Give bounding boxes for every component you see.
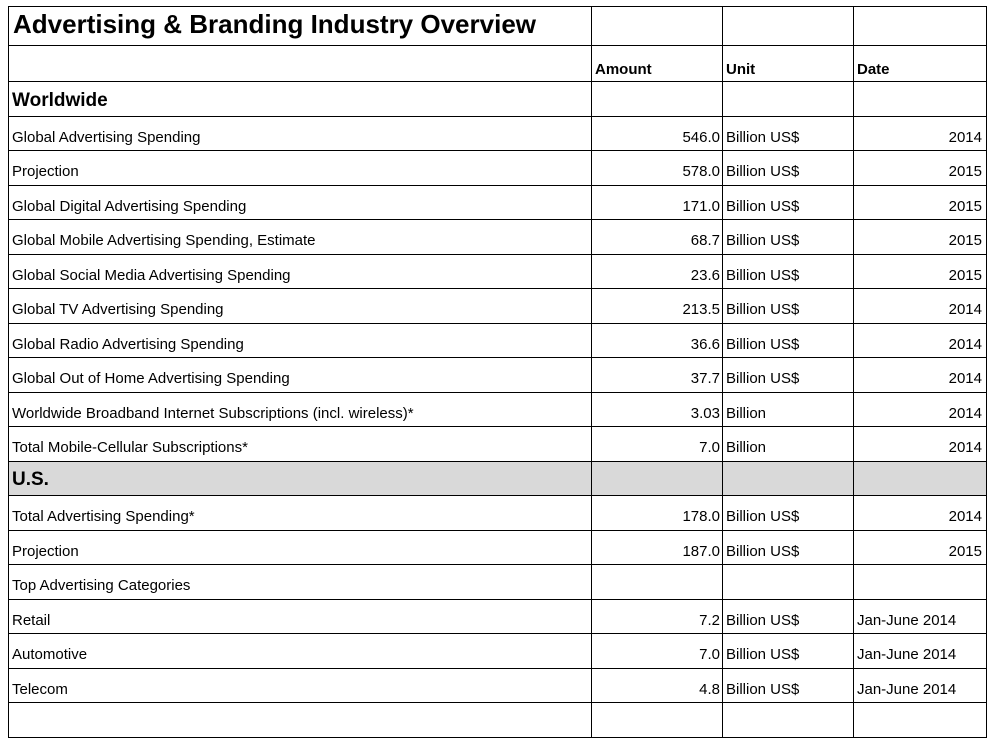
amount-cell: 68.7 [592, 220, 723, 255]
unit-cell: Billion US$ [723, 254, 854, 289]
unit-cell: Billion US$ [723, 220, 854, 255]
table-row [9, 254, 987, 289]
empty-cell [723, 7, 854, 46]
amount-cell: 3.03 [592, 392, 723, 427]
row-label: Total Advertising Spending* [9, 496, 592, 531]
date-header: Date [854, 46, 987, 82]
empty-cell [723, 82, 854, 117]
amount-header: Amount [592, 46, 723, 82]
date-cell: Jan-June 2014 [854, 668, 987, 703]
table-row [9, 151, 987, 186]
date-cell: 2015 [854, 530, 987, 565]
date-cell: 2015 [854, 151, 987, 186]
table-row [9, 668, 987, 703]
categories-header-row [9, 565, 987, 600]
empty-cell [854, 82, 987, 117]
empty-cell [854, 565, 987, 600]
amount-cell: 37.7 [592, 358, 723, 393]
empty-cell [592, 565, 723, 600]
amount-cell: 7.0 [592, 427, 723, 462]
amount-cell: 4.8 [592, 668, 723, 703]
row-label: Global Mobile Advertising Spending, Estimate [9, 220, 592, 255]
unit-cell: Billion US$ [723, 496, 854, 531]
row-label: Global Out of Home Advertising Spending [9, 358, 592, 393]
unit-cell: Billion US$ [723, 323, 854, 358]
row-label: Global TV Advertising Spending [9, 289, 592, 324]
table-row [9, 496, 987, 531]
date-cell: 2014 [854, 427, 987, 462]
empty-cell [592, 461, 723, 496]
table-row [9, 634, 987, 669]
amount-cell: 187.0 [592, 530, 723, 565]
empty-cell [592, 82, 723, 117]
empty-cell [854, 7, 987, 46]
empty-cell [9, 46, 592, 82]
amount-cell: 178.0 [592, 496, 723, 531]
unit-cell: Billion US$ [723, 116, 854, 151]
column-header-row [9, 46, 987, 82]
empty-cell [9, 703, 592, 738]
table-row [9, 358, 987, 393]
amount-cell: 7.2 [592, 599, 723, 634]
date-cell: 2014 [854, 323, 987, 358]
table-row [9, 185, 987, 220]
unit-cell: Billion US$ [723, 289, 854, 324]
row-label: Projection [9, 151, 592, 186]
date-cell: 2015 [854, 220, 987, 255]
row-label: Automotive [9, 634, 592, 669]
page-title: Advertising & Branding Industry Overview [9, 7, 592, 46]
date-cell: Jan-June 2014 [854, 634, 987, 669]
row-label: Global Advertising Spending [9, 116, 592, 151]
section-title-worldwide: Worldwide [9, 82, 592, 117]
amount-cell: 213.5 [592, 289, 723, 324]
amount-cell: 546.0 [592, 116, 723, 151]
row-label: Total Mobile-Cellular Subscriptions* [9, 427, 592, 462]
empty-cell [592, 7, 723, 46]
section-title-us: U.S. [9, 461, 592, 496]
unit-cell: Billion [723, 427, 854, 462]
empty-cell [854, 461, 987, 496]
row-label: Retail [9, 599, 592, 634]
date-cell: Jan-June 2014 [854, 599, 987, 634]
section-row-us [9, 461, 987, 496]
section-row-worldwide [9, 82, 987, 117]
unit-cell: Billion US$ [723, 599, 854, 634]
table-row [9, 392, 987, 427]
table-row [9, 116, 987, 151]
empty-cell [723, 565, 854, 600]
categories-label: Top Advertising Categories [9, 565, 592, 600]
table-row [9, 289, 987, 324]
row-label: Worldwide Broadband Internet Subscriptions (incl. wireless)* [9, 392, 592, 427]
row-label: Global Radio Advertising Spending [9, 323, 592, 358]
table-row [9, 220, 987, 255]
date-cell: 2014 [854, 116, 987, 151]
unit-cell: Billion US$ [723, 530, 854, 565]
unit-cell: Billion [723, 392, 854, 427]
unit-cell: Billion US$ [723, 634, 854, 669]
amount-cell: 7.0 [592, 634, 723, 669]
amount-cell: 578.0 [592, 151, 723, 186]
empty-cell [723, 461, 854, 496]
table-row [9, 427, 987, 462]
unit-cell: Billion US$ [723, 358, 854, 393]
date-cell: 2015 [854, 185, 987, 220]
row-label: Global Digital Advertising Spending [9, 185, 592, 220]
table-row [9, 530, 987, 565]
title-row [9, 7, 987, 46]
category-rows [9, 599, 987, 703]
date-cell: 2014 [854, 392, 987, 427]
empty-cell [592, 703, 723, 738]
date-cell: 2014 [854, 358, 987, 393]
amount-cell: 171.0 [592, 185, 723, 220]
us-rows [9, 496, 987, 565]
date-cell: 2014 [854, 289, 987, 324]
amount-cell: 36.6 [592, 323, 723, 358]
row-label: Global Social Media Advertising Spending [9, 254, 592, 289]
unit-cell: Billion US$ [723, 151, 854, 186]
unit-header: Unit [723, 46, 854, 82]
unit-cell: Billion US$ [723, 185, 854, 220]
table-row [9, 599, 987, 634]
row-label: Projection [9, 530, 592, 565]
row-label: Telecom [9, 668, 592, 703]
date-cell: 2014 [854, 496, 987, 531]
table-row [9, 323, 987, 358]
empty-cell [854, 703, 987, 738]
worldwide-rows [9, 116, 987, 461]
industry-overview-table [8, 6, 987, 738]
empty-cell [723, 703, 854, 738]
amount-cell: 23.6 [592, 254, 723, 289]
date-cell: 2015 [854, 254, 987, 289]
unit-cell: Billion US$ [723, 668, 854, 703]
cut-off-row [9, 703, 987, 738]
